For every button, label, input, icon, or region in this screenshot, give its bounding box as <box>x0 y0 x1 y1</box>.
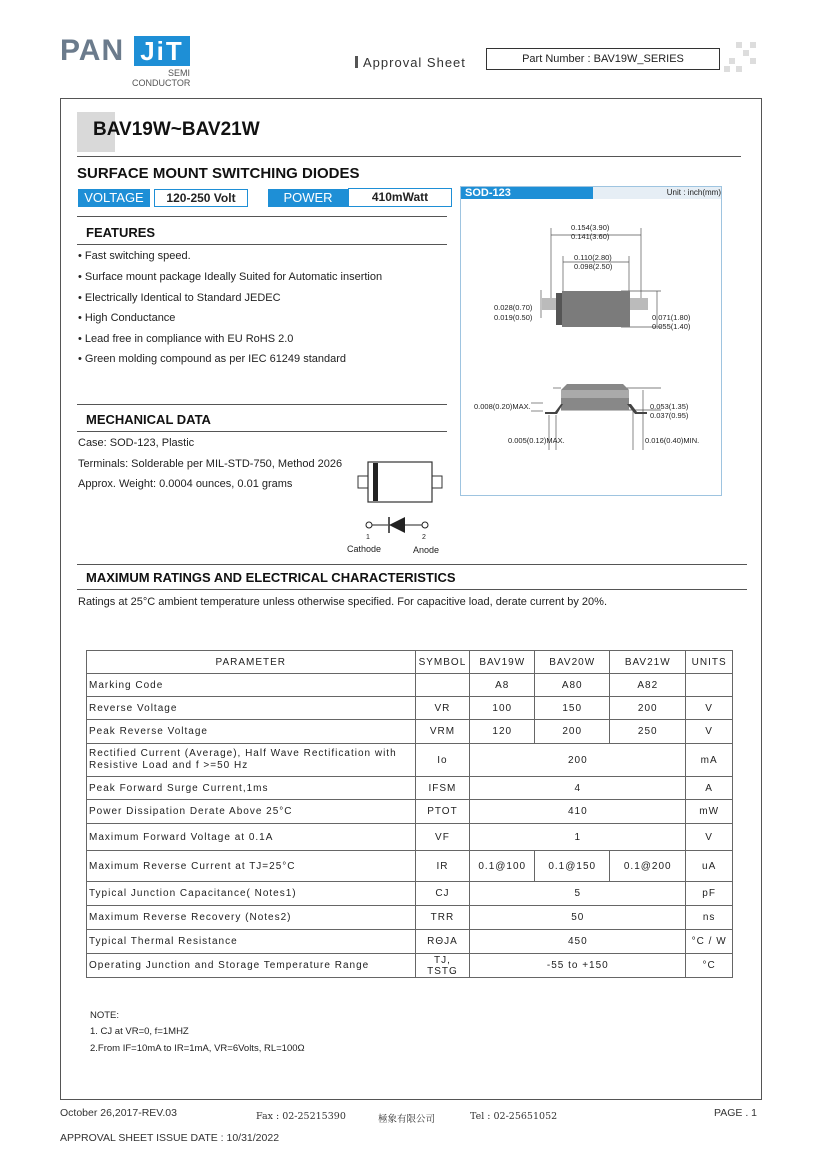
row-symbol: TJ, TSTG <box>415 954 470 978</box>
row-unit: pF <box>686 882 733 906</box>
voltage-label: VOLTAGE <box>78 189 150 207</box>
package-unit: Unit : inch(mm) <box>593 187 721 199</box>
ratings-bottom-rule <box>77 589 747 590</box>
sod123-dimension-drawing <box>461 200 719 492</box>
dim-lead-thickness-max: 0.005(0.12)MAX. <box>508 436 565 445</box>
row-unit: uA <box>686 851 733 882</box>
row-symbol: TRR <box>415 906 470 930</box>
footer-company: 極象有限公司 <box>378 1114 436 1125</box>
mechanical-title: MECHANICAL DATA <box>86 412 211 427</box>
row-value: A82 <box>610 674 686 697</box>
row-symbol <box>415 674 470 697</box>
row-unit: mA <box>686 744 733 777</box>
row-symbol: VR <box>415 697 470 720</box>
row-unit: V <box>686 720 733 744</box>
product-subtitle: SURFACE MOUNT SWITCHING DIODES <box>77 165 360 182</box>
dim-height-min: 0.037(0.95) <box>650 411 689 420</box>
footer-tel: Tel : 02-25651052 <box>470 1111 558 1122</box>
list-item: • High Conductance <box>78 312 176 324</box>
row-unit: ns <box>686 906 733 930</box>
table-row <box>87 824 733 851</box>
row-unit: A <box>686 777 733 800</box>
header-parameter: PARAMETER <box>87 651 416 674</box>
voltage-value: 120-250 Volt <box>154 189 248 207</box>
table-row <box>87 744 733 777</box>
row-parameter: Marking Code <box>87 674 416 697</box>
dim-standoff-max: 0.008(0.20)MAX. <box>474 402 531 411</box>
row-parameter: Reverse Voltage <box>87 697 416 720</box>
mechanical-bottom-rule <box>77 431 447 432</box>
dim-overall-length-max: 0.154(3.90) <box>571 223 610 232</box>
row-parameter: Typical Junction Capacitance( Notes1) <box>87 882 416 906</box>
row-value: 0.1@150 <box>535 851 610 882</box>
row-value: 410 <box>470 800 686 824</box>
logo-pan-text: PAN <box>60 34 125 67</box>
list-item: • Fast switching speed. <box>78 250 191 262</box>
dim-body-length-max: 0.110(2.80) <box>574 253 612 262</box>
title-divider <box>77 156 741 157</box>
notes-title: NOTE: <box>90 1010 120 1021</box>
row-parameter: Operating Junction and Storage Temperature Range <box>87 954 416 978</box>
list-item: • Surface mount package Ideally Suited for Automatic insertion <box>78 271 383 283</box>
row-value: 120 <box>470 720 535 744</box>
row-value: 250 <box>610 720 686 744</box>
table-row <box>87 697 733 720</box>
mechanical-case: Case: SOD-123, Plastic <box>78 437 195 449</box>
row-parameter: Power Dissipation Derate Above 25°C <box>87 800 416 824</box>
row-parameter: Maximum Reverse Current at TJ=25°C <box>87 851 416 882</box>
row-parameter: Maximum Forward Voltage at 0.1A <box>87 824 416 851</box>
dim-height-max: 0.053(1.35) <box>650 402 689 411</box>
row-symbol: CJ <box>415 882 470 906</box>
row-value: -55 to +150 <box>470 954 686 978</box>
pin2-label: 2 <box>422 534 426 541</box>
row-value: 0.1@200 <box>610 851 686 882</box>
table-row <box>87 720 733 744</box>
table-row <box>87 882 733 906</box>
features-title: FEATURES <box>86 225 156 240</box>
header-symbol: SYMBOL <box>415 651 470 674</box>
table-row <box>87 800 733 824</box>
row-value: 100 <box>470 697 535 720</box>
header-bav21w: BAV21W <box>610 651 686 674</box>
row-symbol: VF <box>415 824 470 851</box>
row-symbol: RΘJA <box>415 930 470 954</box>
header-bav19w: BAV19W <box>470 651 535 674</box>
row-value: 200 <box>610 697 686 720</box>
row-symbol: IFSM <box>415 777 470 800</box>
row-unit: °C <box>686 954 733 978</box>
row-symbol: IR <box>415 851 470 882</box>
dim-lead-width-min: 0.019(0.50) <box>494 313 533 322</box>
dim-body-width-min: 0.055(1.40) <box>652 322 691 331</box>
footer-issue-date: APPROVAL SHEET ISSUE DATE : 10/31/2022 <box>60 1132 280 1144</box>
list-item: • Green molding compound as per IEC 61249 standard <box>78 353 347 365</box>
row-value: 4 <box>470 777 686 800</box>
table-row <box>87 851 733 882</box>
power-label: POWER <box>268 189 348 207</box>
features-top-rule <box>77 216 447 217</box>
package-name: SOD-123 <box>461 187 595 199</box>
row-parameter: Maximum Reverse Recovery (Notes2) <box>87 906 416 930</box>
row-parameter: Peak Reverse Voltage <box>87 720 416 744</box>
part-number-box: Part Number : BAV19W_SERIES <box>486 48 720 70</box>
dim-lead-width-max: 0.028(0.70) <box>494 303 533 312</box>
dim-overall-length-min: 0.141(3.60) <box>571 232 610 241</box>
anode-label: Anode <box>413 545 440 555</box>
pin1-label: 1 <box>366 534 370 541</box>
row-unit: V <box>686 824 733 851</box>
table-row <box>87 777 733 800</box>
approval-sheet-label <box>355 55 466 70</box>
table-row <box>87 674 733 697</box>
logo-subtitle <box>132 68 190 88</box>
row-value: A8 <box>470 674 535 697</box>
mechanical-top-rule <box>77 404 447 405</box>
row-parameter: Rectified Current (Average), Half Wave Rectification with Resistive Load and f >=50 Hz <box>87 744 416 777</box>
logo-sub-conductor: CONDUCTOR <box>132 78 191 88</box>
footer-date-rev: October 26,2017-REV.03 <box>60 1107 177 1119</box>
row-value: 450 <box>470 930 686 954</box>
row-unit: mW <box>686 800 733 824</box>
logo-jit-text: JiT <box>134 36 190 66</box>
table-row <box>87 906 733 930</box>
header-units: UNITS <box>686 651 733 674</box>
row-value: 150 <box>535 697 610 720</box>
row-unit: °C / W <box>686 930 733 954</box>
list-item: • Electrically Identical to Standard JEDEC <box>78 292 281 304</box>
ratings-title: MAXIMUM RATINGS AND ELECTRICAL CHARACTERISTICS <box>86 570 456 585</box>
features-bottom-rule <box>77 244 447 245</box>
row-value: 50 <box>470 906 686 930</box>
cathode-label: Cathode <box>347 544 382 554</box>
power-value: 410mWatt <box>348 188 452 207</box>
approval-text: Approval Sheet <box>363 55 466 70</box>
ratings-top-rule <box>77 564 747 565</box>
diode-symbol-icon <box>362 515 442 540</box>
table-row <box>87 930 733 954</box>
row-symbol: VRM <box>415 720 470 744</box>
row-value: 0.1@100 <box>470 851 535 882</box>
row-symbol: Io <box>415 744 470 777</box>
dim-body-width-max: 0.071(1.80) <box>652 313 691 322</box>
row-value: 200 <box>470 744 686 777</box>
row-parameter: Peak Forward Surge Current,1ms <box>87 777 416 800</box>
row-value: 5 <box>470 882 686 906</box>
list-item: • Lead free in compliance with EU RoHS 2.0 <box>78 333 294 345</box>
mechanical-weight: Approx. Weight: 0.0004 ounces, 0.01 grams <box>78 478 293 490</box>
note-1: 1. CJ at VR=0, f=1MHZ <box>90 1026 189 1037</box>
logo-sub-semi: SEMI <box>167 68 190 78</box>
page-title: BAV19W~BAV21W <box>93 119 260 140</box>
dim-body-length-min: 0.098(2.50) <box>574 262 613 271</box>
footer-fax: Fax : 02-25215390 <box>256 1111 346 1122</box>
row-value: A80 <box>535 674 610 697</box>
row-symbol: PTOT <box>415 800 470 824</box>
note-2: 2.From IF=10mA to IR=1mA, VR=6Volts, RL=100Ω <box>90 1043 305 1054</box>
mechanical-terminals: Terminals: Solderable per MIL-STD-750, Method 2026 <box>78 458 343 470</box>
row-value: 1 <box>470 824 686 851</box>
approval-bar-icon <box>355 56 358 68</box>
table-header-row <box>87 651 733 674</box>
ratings-intro: Ratings at 25°C ambient temperature unless otherwise specified. For capacitive load, derate current by 20%. <box>78 596 608 608</box>
header-bav20w: BAV20W <box>535 651 610 674</box>
row-parameter: Typical Thermal Resistance <box>87 930 416 954</box>
row-unit <box>686 674 733 697</box>
footer-page: PAGE . 1 <box>714 1107 757 1119</box>
ratings-table <box>86 650 733 978</box>
package-outline-drawing <box>350 458 450 558</box>
row-unit: V <box>686 697 733 720</box>
table-row <box>87 954 733 978</box>
dim-lead-length-min: 0.016(0.40)MIN. <box>645 436 700 445</box>
row-value: 200 <box>535 720 610 744</box>
